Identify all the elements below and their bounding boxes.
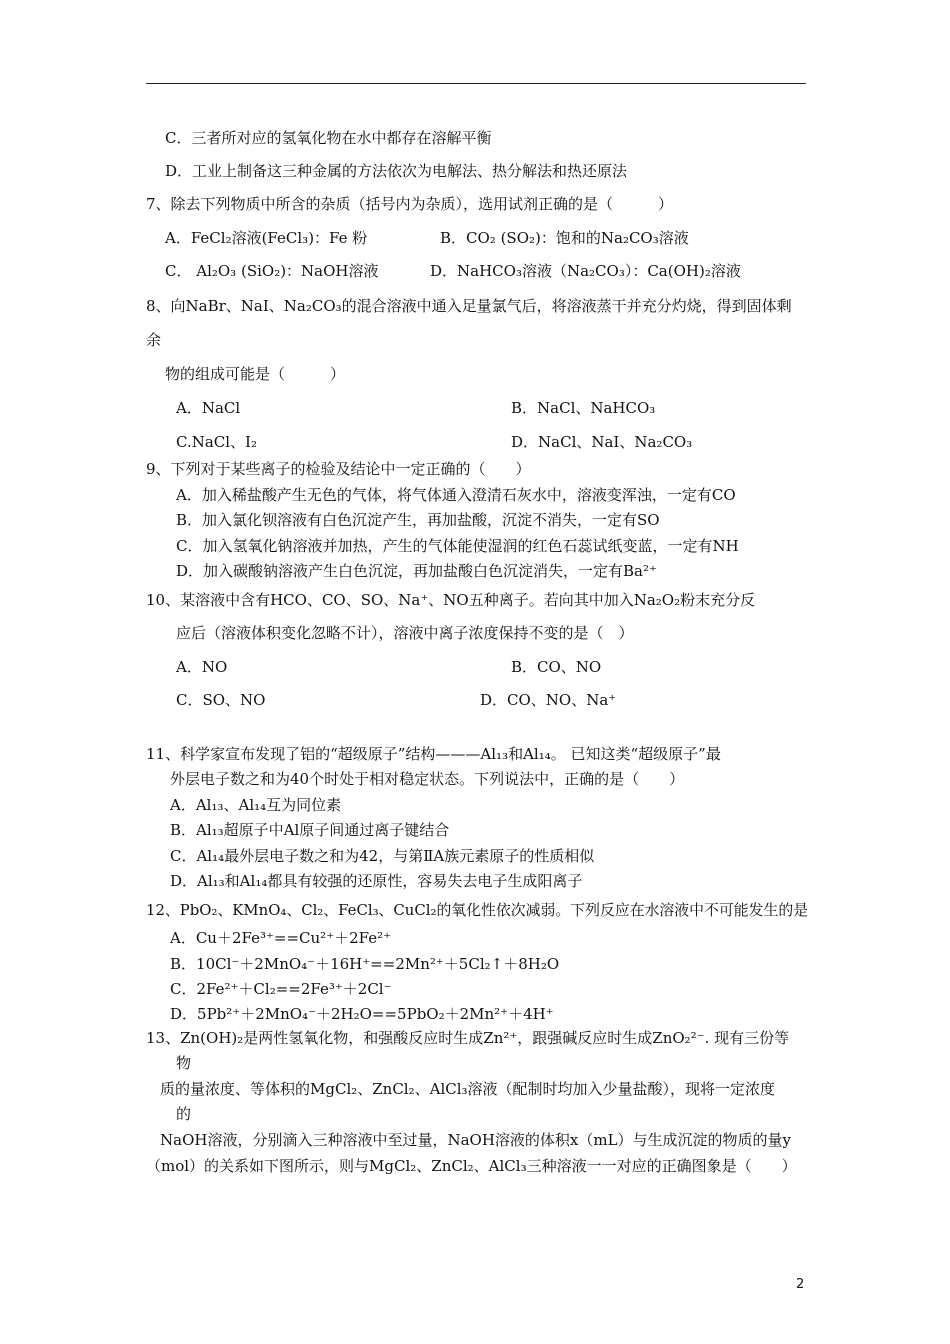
text-line: D．加入碳酸钠溶液产生白色沉淀，再加盐酸白色沉淀消失，一定有Ba²⁺ <box>176 562 657 580</box>
page-number: 2 <box>796 1277 805 1292</box>
text-line: 11、科学家宣布发现了铝的“超级原子”结构———Al₁₃和Al₁₄。 已知这类“超级原子”最 <box>146 745 721 763</box>
text-line: C．加入氢氧化钠溶液并加热，产生的气体能使湿润的红色石蕊试纸变蓝，一定有NH <box>176 537 739 555</box>
text-line: 10、某溶液中含有HCO、CO、SO、Na⁺、NO五种离子。若向其中加入Na₂O₂粉末充分反 <box>146 591 756 609</box>
text-line: D．CO、NO、Na⁺ <box>480 691 617 709</box>
text-line: 12、PbO₂、KMnO₄、Cl₂、FeCl₃、CuCl₂的氧化性依次减弱。下列反应在水溶液中不可能发生的是 <box>146 901 809 919</box>
text-line: 外层电子数之和为40个时处于相对稳定状态。下列说法中，正确的是（ ） <box>170 770 685 788</box>
text-line: 质的量浓度、等体积的MgCl₂、ZnCl₂、AlCl₃溶液（配制时均加入少量盐酸），现将一定浓度 <box>160 1080 776 1098</box>
text-line: 物的组成可能是（ ） <box>165 365 346 383</box>
text-line: D．NaHCO₃溶液（Na₂CO₃）：Ca(OH)₂溶液 <box>430 262 741 280</box>
text-line: B．加入氯化钡溶液有白色沉淀产生，再加盐酸，沉淀不消失，一定有SO <box>176 511 660 529</box>
text-line: A．Al₁₃、Al₁₄互为同位素 <box>170 796 342 814</box>
text-line: B．CO₂ (SO₂)：饱和的Na₂CO₃溶液 <box>440 229 689 247</box>
text-line: B．10Cl⁻＋2MnO₄⁻＋16H⁺==2Mn²⁺＋5Cl₂↑＋8H₂O <box>170 955 560 973</box>
text-line: （mol）的关系如下图所示，则与MgCl₂、ZnCl₂、AlCl₃三种溶液一一对应的正确图象是（ ） <box>146 1157 797 1175</box>
text-line: C．三者所对应的氢氧化物在水中都存在溶解平衡 <box>165 129 492 147</box>
text-line: 的 <box>176 1105 192 1123</box>
text-line: NaOH溶液，分别滴入三种溶液中至过量，NaOH溶液的体积x（mL）与生成沉淀的物质的量y <box>160 1131 792 1149</box>
text-line: D．NaCl、NaI、Na₂CO₃ <box>511 433 693 451</box>
text-line: 物 <box>176 1054 192 1072</box>
text-line: D．Al₁₃和Al₁₄都具有较强的还原性，容易失去电子生成阳离子 <box>170 872 583 890</box>
text-line: A．NaCl <box>176 399 241 417</box>
header-rule <box>146 83 806 84</box>
text-line: C．Al₁₄最外层电子数之和为42，与第ⅡA族元素原子的性质相似 <box>170 847 595 865</box>
text-line: 9、下列对于某些离子的检验及结论中一定正确的（ ） <box>146 460 531 478</box>
text-line: 应后（溶液体积变化忽略不计），溶液中离子浓度保持不变的是（ ） <box>176 624 634 642</box>
text-line: C．2Fe²⁺＋Cl₂==2Fe³⁺＋2Cl⁻ <box>170 980 392 998</box>
text-line: A．FeCl₂溶液(FeCl₃)：Fe 粉 <box>165 229 368 247</box>
text-line: 余 <box>146 331 162 349</box>
text-line: 13、Zn(OH)₂是两性氢氧化物，和强酸反应时生成Zn²⁺，跟强碱反应时生成ZnO₂²⁻. 现有三份等 <box>146 1029 790 1047</box>
text-line: B．NaCl、NaHCO₃ <box>511 399 656 417</box>
text-line: 7、除去下列物质中所含的杂质（括号内为杂质），选用试剂正确的是（ ） <box>146 195 674 213</box>
text-line: B．Al₁₃超原子中Al原子间通过离子键结合 <box>170 821 450 839</box>
text-line: A．Cu＋2Fe³⁺==Cu²⁺＋2Fe²⁺ <box>170 929 392 947</box>
text-line: C． Al₂O₃ (SiO₂)：NaOH溶液 <box>165 262 379 280</box>
text-line: D．工业上制备这三种金属的方法依次为电解法、热分解法和热还原法 <box>165 162 628 180</box>
text-line: C．SO、NO <box>176 691 266 709</box>
text-line: D．5Pb²⁺＋2MnO₄⁻＋2H₂O==5PbO₂＋2Mn²⁺＋4H⁺ <box>170 1005 554 1023</box>
text-line: A．加入稀盐酸产生无色的气体，将气体通入澄清石灰水中，溶液变浑浊，一定有CO <box>176 486 736 504</box>
text-line: 8、向NaBr、NaI、Na₂CO₃的混合溶液中通入足量氯气后，将溶液蒸干并充分灼烧，得到固体剩 <box>146 297 792 315</box>
text-line: A．NO <box>176 658 228 676</box>
text-line: B．CO、NO <box>511 658 602 676</box>
text-line: C.NaCl、I₂ <box>176 433 257 451</box>
